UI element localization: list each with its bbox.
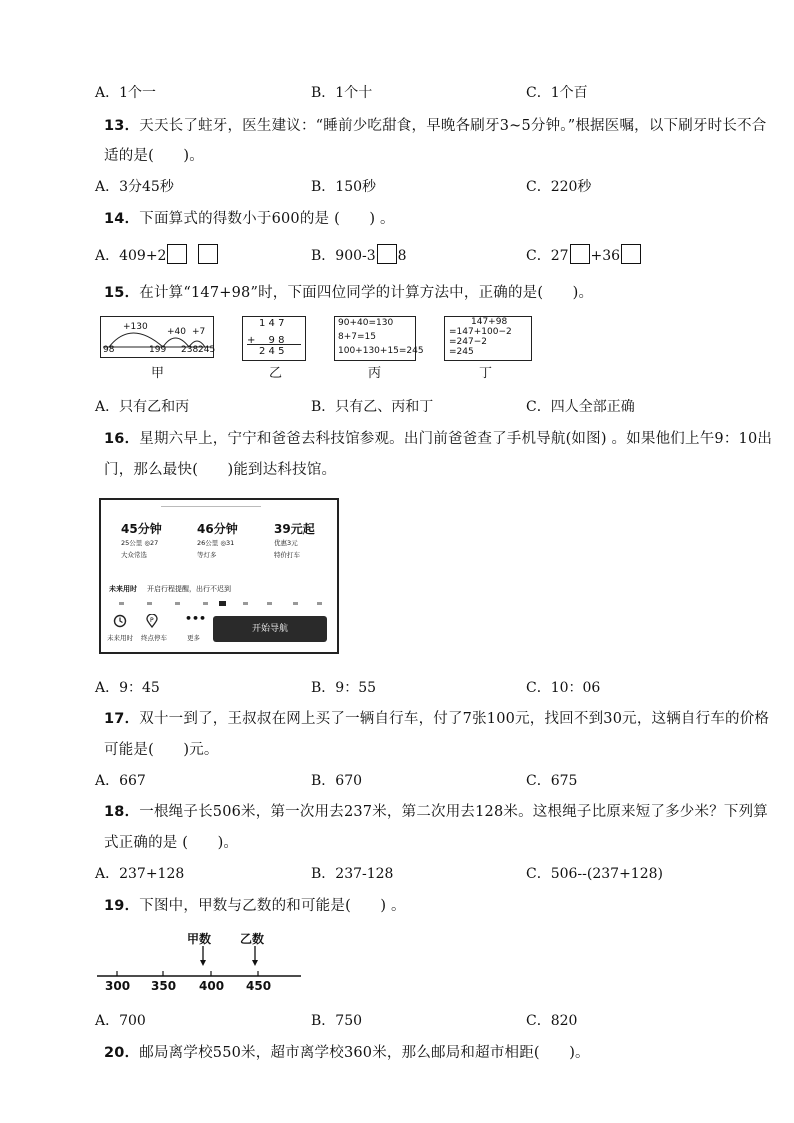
- option-a: A．409+2: [95, 244, 219, 265]
- figure-ding: 147+98 =147+100−2 =247−2 =245: [444, 316, 532, 361]
- question-16: 16．星期六早上，宁宁和爸爸去科技馆参观。出门前爸爸查了手机导航(如图) 。如果他们上午9：10出: [104, 431, 773, 447]
- option-b: B．150秒: [311, 179, 377, 195]
- route-3-price: 39元起: [274, 522, 315, 536]
- label-jia: 甲数: [187, 932, 212, 946]
- blank-box: [198, 244, 218, 264]
- question-15: 15．在计算“147+98”时，下面四位同学的计算方法中，正确的是( )。: [104, 285, 594, 301]
- route-2-time: 46分钟: [197, 522, 238, 536]
- option-b: B．670: [311, 773, 363, 789]
- question-19: 19．下图中，甲数与乙数的和可能是( ) 。: [104, 898, 406, 914]
- parking-icon: [145, 614, 159, 628]
- option-c: C．10：06: [526, 680, 601, 696]
- option-b: B．237-128: [311, 866, 394, 882]
- option-b: B．900-3 8: [311, 244, 407, 265]
- question-18-line2: 式正确的是 ( )。: [104, 835, 239, 851]
- question-20: 20．邮局离学校550米，超市离学校360米，那么邮局和超市相距( )。: [104, 1045, 590, 1061]
- option-a: A．3分45秒: [95, 179, 174, 195]
- option-c: C．1个百: [526, 85, 588, 101]
- figure-yi: 1 4 7 + 9 8 2 4 5: [242, 316, 306, 361]
- option-b: B．750: [311, 1013, 363, 1029]
- tick-label: 300: [105, 979, 131, 993]
- caption-ding: 丁: [479, 366, 493, 381]
- option-c: C．27 +36: [526, 244, 642, 265]
- option-c: C．220秒: [526, 179, 592, 195]
- option-b: B．9：55: [311, 680, 377, 696]
- caption-jia: 甲: [151, 366, 165, 381]
- question-16-line2: 门，那么最快( )能到达科技馆。: [104, 462, 337, 478]
- option-a: A．只有乙和丙: [95, 399, 190, 415]
- question-17-line2: 可能是( )元。: [104, 742, 219, 758]
- option-c: C．506--(237+128): [526, 866, 663, 882]
- figure-jia: +130 +40 +7 98 199 238 245: [100, 316, 214, 358]
- option-a: A．9：45: [95, 680, 160, 696]
- question-13: 13．天天长了蛀牙，医生建议：“睡前少吃甜食，早晚各刷牙3~5分钟。”根据医嘱，以下刷牙时长不合: [104, 118, 767, 134]
- number-line-figure: [95, 928, 307, 998]
- question-17: 17．双十一到了，王叔叔在网上买了一辆自行车，付了7张100元，找回不到30元，这辆自行车的价格: [104, 711, 770, 727]
- option-c: C．四人全部正确: [526, 399, 635, 415]
- figure-bing: 90+40=130 8+7=15 100+130+15=245: [334, 316, 416, 361]
- option-b: B．只有乙、丙和丁: [311, 399, 434, 415]
- caption-bing: 丙: [368, 366, 382, 381]
- question-14: 14．下面算式的得数小于600的是 ( ) 。: [104, 211, 395, 227]
- question-18: 18．一根绳子长506米，第一次用去237米，第二次用去128米。这根绳子比原来短了多少米？下列算: [104, 804, 769, 820]
- blank-box: [570, 244, 590, 264]
- blank-box: [621, 244, 641, 264]
- tick-label: 350: [151, 979, 177, 993]
- option-c: C．675: [526, 773, 578, 789]
- start-navigation-button: 开始导航: [213, 616, 327, 642]
- nav-screenshot: 45分钟 25公里 ◎27 大众常选 46分钟 26公里 ◎31 等灯多 39元起 优惠3元 特价打车 未来用时 开启行程提醒，出行不迟到 P ••• 未来用时 终点停车 更多 开始导航: [99, 498, 339, 654]
- svg-text:P: P: [150, 617, 154, 624]
- clock-icon: [113, 614, 127, 628]
- route-1-time: 45分钟: [121, 522, 162, 536]
- option-c: C．820: [526, 1013, 578, 1029]
- caption-yi: 乙: [269, 366, 283, 381]
- tick-label: 450: [246, 979, 272, 993]
- option-b: B．1个十: [311, 85, 373, 101]
- question-13-line2: 适的是( )。: [104, 148, 204, 164]
- option-a: A．237+128: [95, 866, 185, 882]
- tick-label: 400: [199, 979, 225, 993]
- option-a: A．667: [95, 773, 146, 789]
- blank-box: [167, 244, 187, 264]
- blank-box: [377, 244, 397, 264]
- option-a: A．700: [95, 1013, 146, 1029]
- more-icon: •••: [185, 612, 207, 625]
- timeline-markers: [107, 600, 331, 608]
- option-a: A．1个一: [95, 85, 157, 101]
- label-yi: 乙数: [240, 932, 265, 946]
